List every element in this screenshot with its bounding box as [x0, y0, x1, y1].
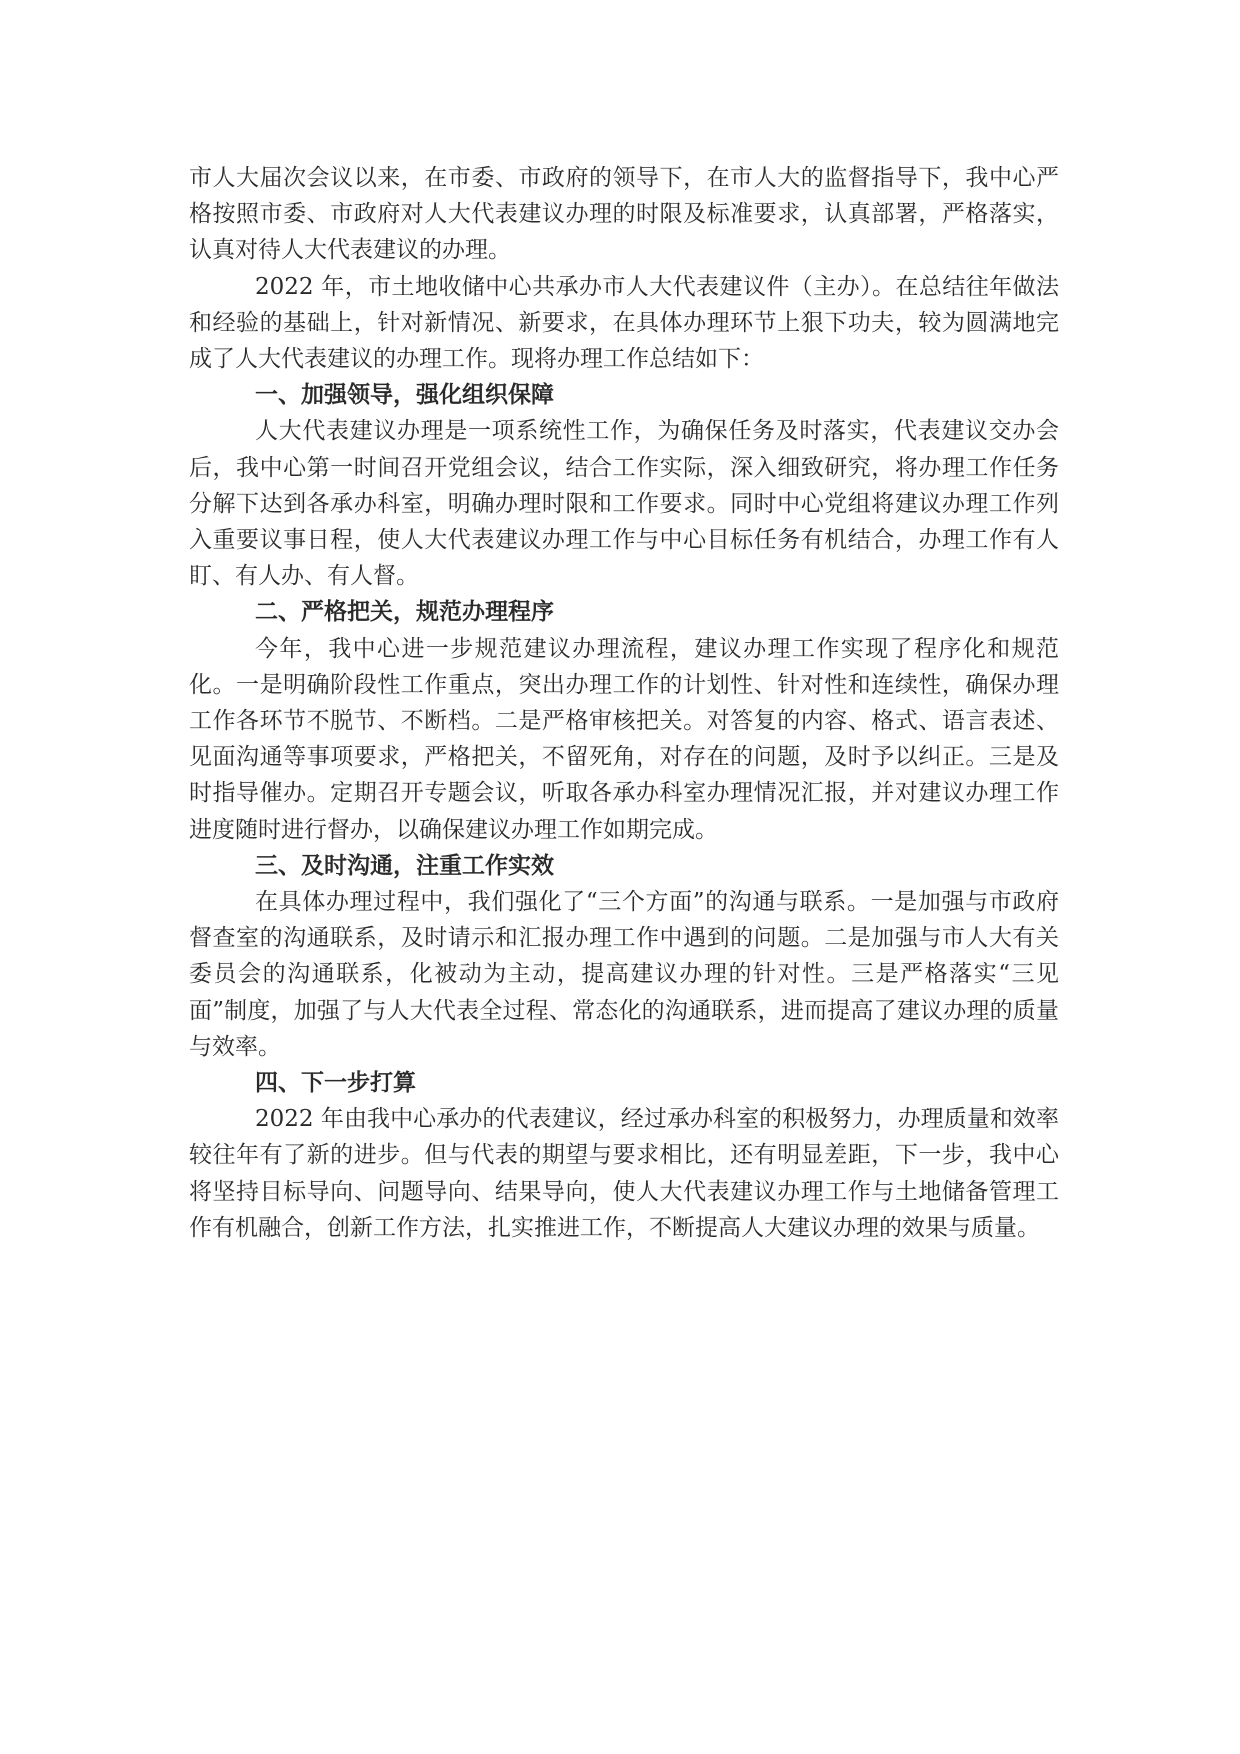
section-heading-2: 二、严格把关，规范办理程序: [255, 598, 554, 626]
section-body-4: 2022 年由我中心承办的代表建议，经过承办科室的积极努力，办理质量和效率较往年有了新的进步。但与代表的期望与要求相比，还有明显差距，下一步，我中心将坚持目标导向、问题导向、结果导向，使人大代表建议办理工作与土地储备管理工作有机融合，创新工作方法，扎实推进工作，不断提高人大建议办理的效果与质量。: [189, 1106, 1059, 1241]
section-heading-4: 四、下一步打算: [255, 1069, 416, 1097]
intro-summary-paragraph: 2022 年，市土地收储中心共承办市人大代表建议件（主办）。在总结往年做法和经验的基础上，针对新情况、新要求，在具体办理环节上狠下功夫，较为圆满地完成了人大代表建议的办理工作。现将办理工作总结如下：: [189, 273, 1059, 373]
document-body: [189, 160, 1059, 1246]
intro-continued-paragraph: 市人大届次会议以来，在市委、市政府的领导下，在市人大的监督指导下，我中心严格按照市委、市政府对人大代表建议办理的时限及标准要求，认真部署，严格落实，认真对待人大代表建议的办理。: [189, 165, 1059, 264]
section-body-3: 在具体办理过程中，我们强化了“三个方面”的沟通与联系。一是加强与市政府督查室的沟通联系，及时请示和汇报办理工作中遇到的问题。二是加强与市人大有关委员会的沟通联系，化被动为主动，提高建议办理的针对性。三是严格落实“三见面”制度，加强了与人大代表全过程、常态化的沟通联系，进而提高了建议办理的质量与效率。: [189, 889, 1059, 1060]
section-body-1: 人大代表建议办理是一项系统性工作，为确保任务及时落实，代表建议交办会后，我中心第一时间召开党组会议，结合工作实际，深入细致研究，将办理工作任务分解下达到各承办科室，明确办理时限和工作要求。同时中心党组将建议办理工作列入重要议事日程，使人大代表建议办理工作与中心目标任务有机结合，办理工作有人盯、有人办、有人督。: [189, 418, 1059, 590]
section-body-2: 今年，我中心进一步规范建议办理流程，建议办理工作实现了程序化和规范化。一是明确阶段性工作重点，突出办理工作的计划性、针对性和连续性，确保办理工作各环节不脱节、不断档。二是严格审核把关。对答复的内容、格式、语言表述、见面沟通等事项要求，严格把关，不留死角，对存在的问题，及时予以纠正。三是及时指导催办。定期召开专题会议，听取各承办科室办理情况汇报，并对建议办理工作进度随时进行督办，以确保建议办理工作如期完成。: [189, 635, 1059, 843]
section-heading-1: 一、加强领导，强化组织保障: [255, 381, 554, 409]
section-heading-3: 三、及时沟通，注重工作实效: [255, 851, 554, 879]
